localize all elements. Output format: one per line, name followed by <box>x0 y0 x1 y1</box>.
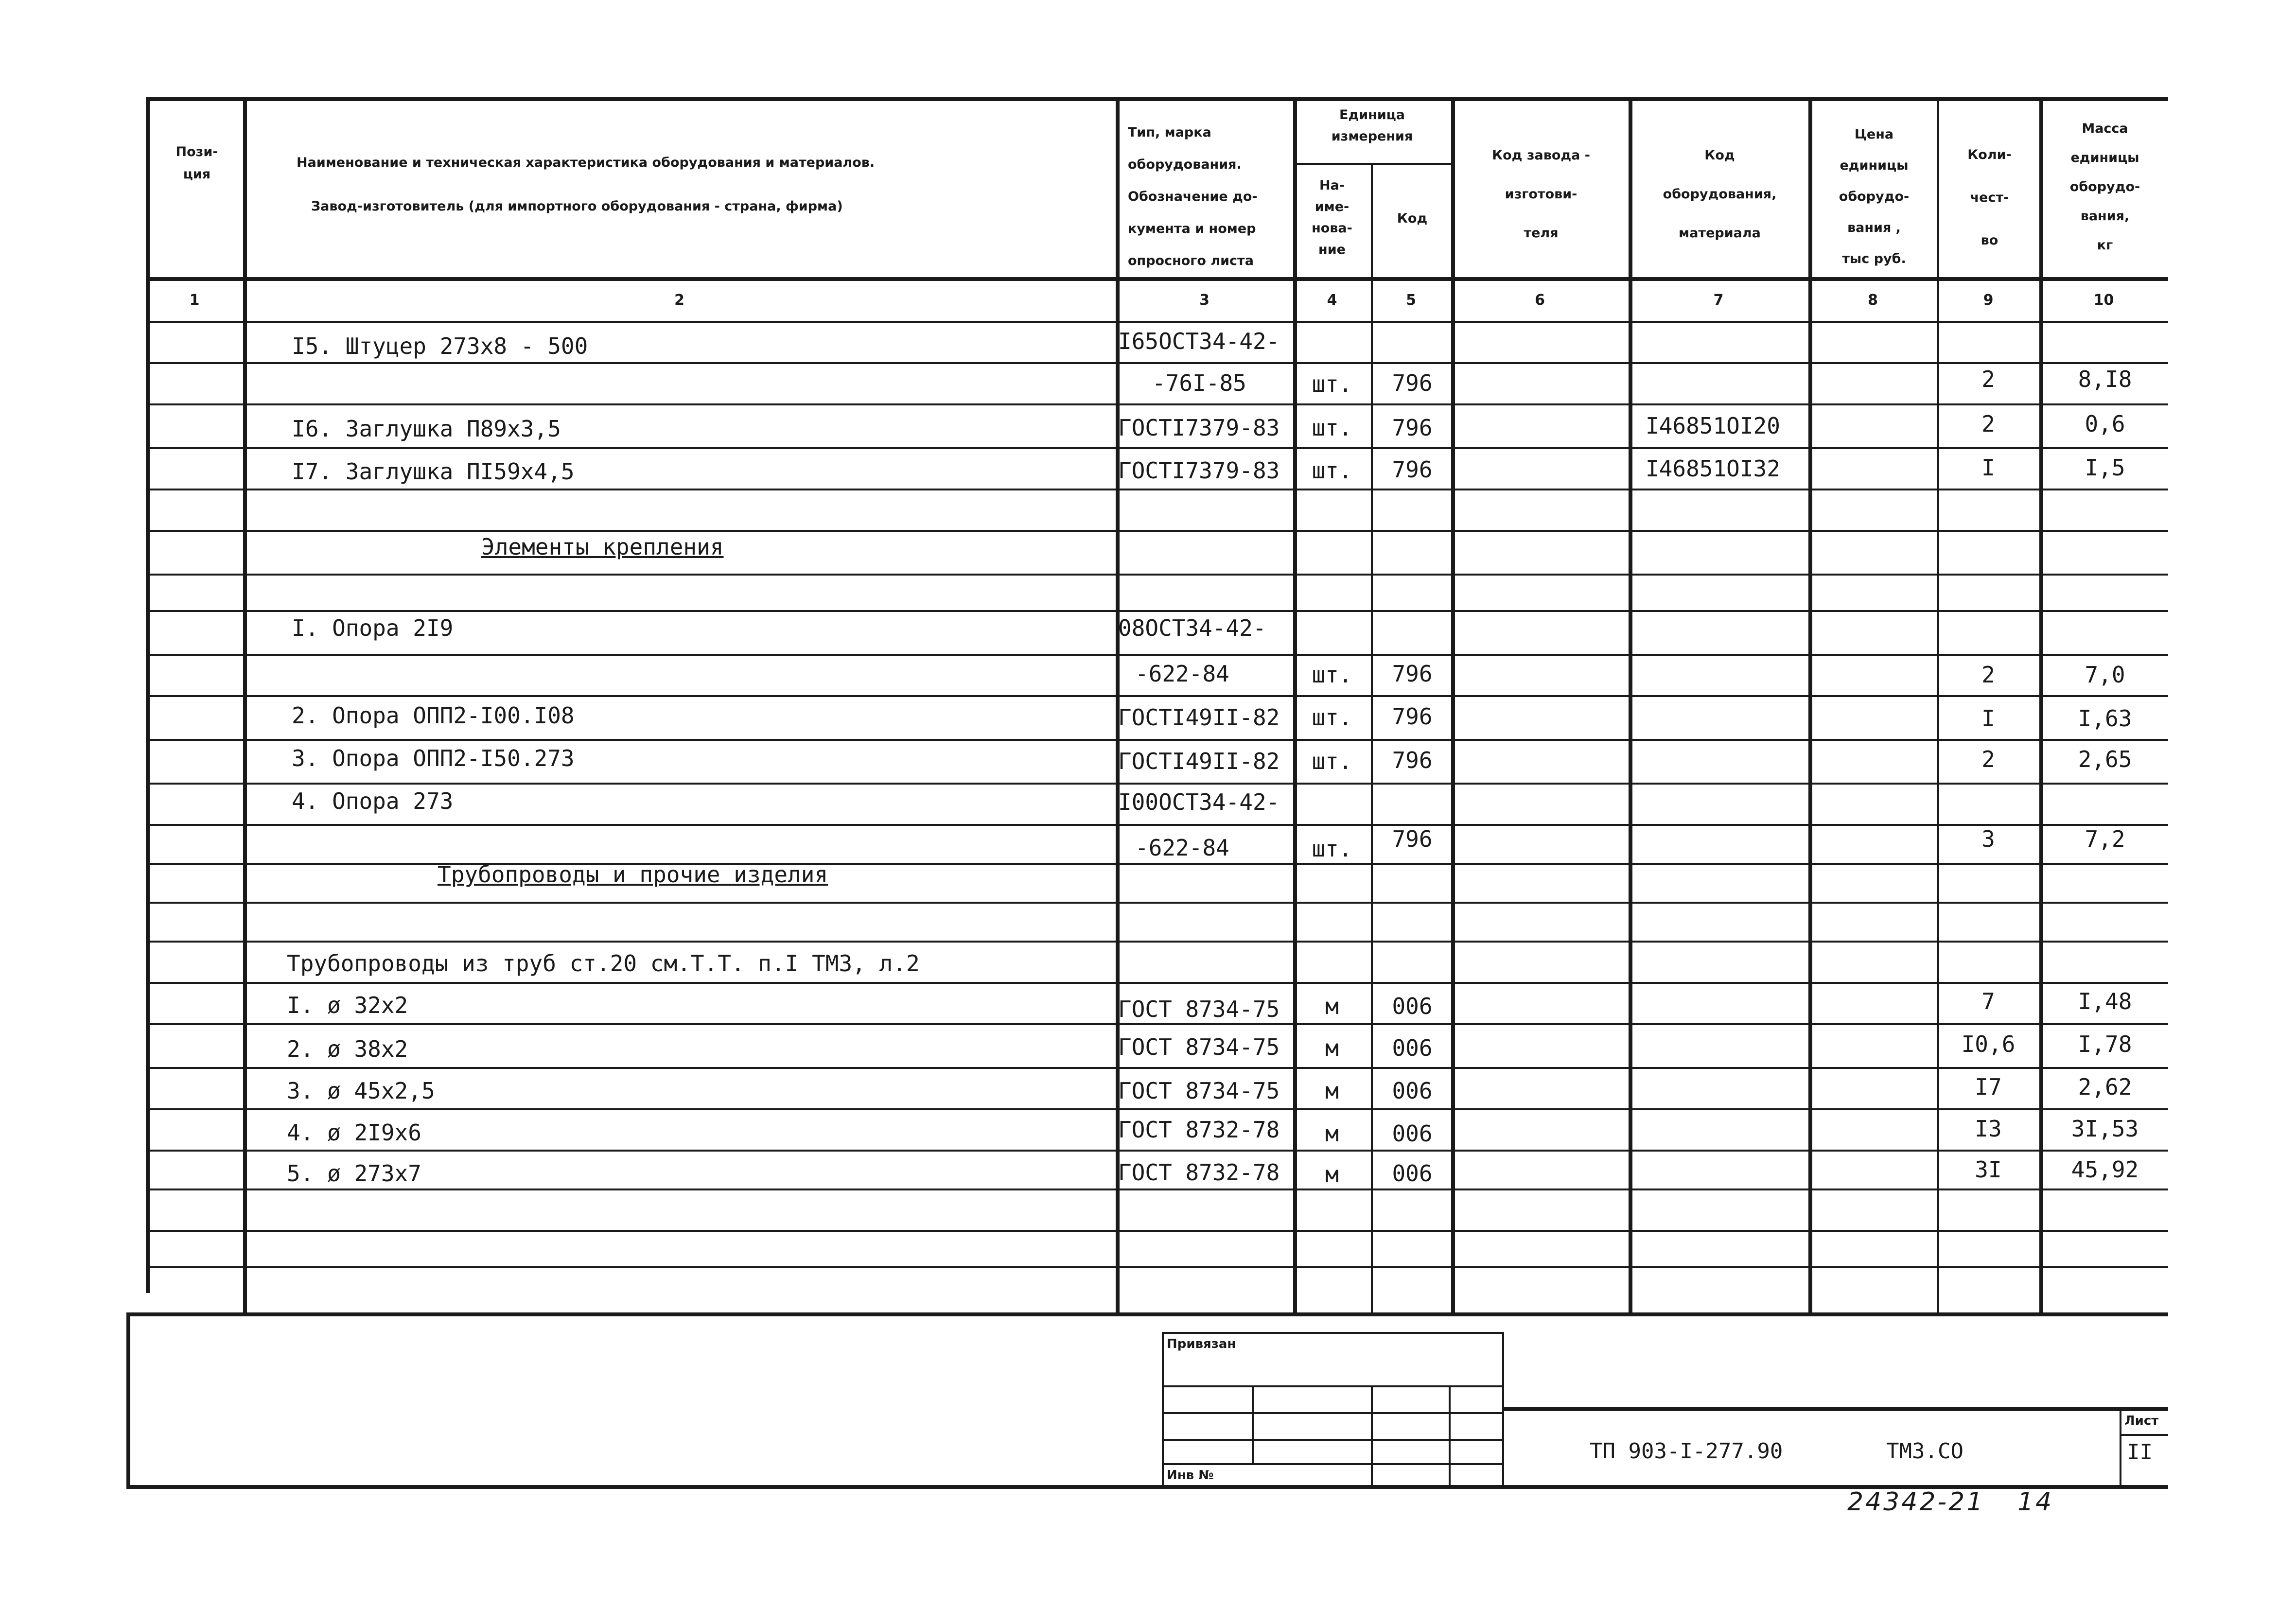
item-qty: 7 <box>1981 988 1995 1014</box>
item-qty: 2 <box>1981 411 1995 437</box>
bound-box-row <box>1162 1439 1502 1441</box>
item-name: 4. ø 2I9х6 <box>287 1119 421 1146</box>
row-line <box>146 739 2168 741</box>
item-unit: шт. <box>1312 836 1352 862</box>
item-name: 3. Опора ОПП2-I50.273 <box>292 745 575 771</box>
header-col8: Цена единицы оборудо- вания , тыс руб. <box>1839 127 1910 266</box>
sheet-box-divider <box>2120 1434 2168 1436</box>
bound-box-row <box>1162 1412 1502 1414</box>
header-col6: Код завода - изготови- теля <box>1492 148 1590 241</box>
item-qty: I <box>1981 454 1995 481</box>
item-name: I. Опора 2I9 <box>292 615 454 641</box>
bound-box-row <box>1162 1385 1502 1387</box>
bound-label: Привязан <box>1167 1337 1236 1351</box>
column-number: 8 <box>1868 292 1878 309</box>
row-line <box>146 362 2168 364</box>
row-line <box>146 1266 2168 1268</box>
item-mass: 0,6 <box>2085 411 2125 437</box>
frame-top <box>146 97 2168 101</box>
item-doc: ГОСТ 8732-78 <box>1118 1159 1280 1186</box>
item-material-code: I46851OI20 <box>1646 413 1780 439</box>
item-name: 3. ø 45х2,5 <box>287 1078 435 1104</box>
row-line <box>146 1230 2168 1232</box>
stamp-frame-top <box>126 1312 2168 1316</box>
row-line <box>146 824 2168 826</box>
column-number: 9 <box>1983 292 1994 309</box>
item-qty: 3I <box>1975 1156 2002 1183</box>
header-col7: Код оборудования, материала <box>1663 148 1777 241</box>
item-doc: I00ОСТ34-42- <box>1118 789 1280 815</box>
colnum-bottom <box>146 321 2168 323</box>
item-unit: м <box>1325 993 1339 1019</box>
item-code: 796 <box>1392 370 1433 396</box>
item-doc: ГОСТI7379-83 <box>1118 415 1280 441</box>
item-doc: I65ОСТ34-42- <box>1118 328 1280 354</box>
item-mass: I,63 <box>2078 705 2132 732</box>
item-code: 006 <box>1392 993 1433 1019</box>
row-line <box>146 574 2168 576</box>
item-unit: шт. <box>1312 748 1352 774</box>
column-number: 1 <box>189 292 200 309</box>
row-line <box>146 982 2168 984</box>
item-doc: -622-84 <box>1135 661 1229 687</box>
row-line <box>146 1108 2168 1110</box>
bound-box-col <box>1252 1385 1254 1463</box>
sheet-label: Лист <box>2124 1414 2159 1428</box>
header-col10: Масса единицы оборудо- вания, кг <box>2069 121 2140 253</box>
item-code: 796 <box>1392 703 1433 730</box>
item-qty: I3 <box>1975 1116 2002 1142</box>
item-mass: 7,2 <box>2085 826 2125 852</box>
row-line <box>146 654 2168 656</box>
col-sep-5-6 <box>1451 97 1455 1312</box>
item-unit: м <box>1325 1078 1339 1104</box>
column-number: 3 <box>1199 292 1209 309</box>
row-line <box>146 489 2168 490</box>
row-line <box>146 1150 2168 1152</box>
item-material-code: I46851OI32 <box>1646 455 1780 482</box>
designation-top <box>1502 1407 2168 1411</box>
item-unit: м <box>1325 1120 1339 1147</box>
item-qty: I7 <box>1975 1074 2002 1100</box>
item-code: 006 <box>1392 1078 1433 1104</box>
item-mass: 3I,53 <box>2071 1116 2139 1142</box>
stamp-frame-left <box>126 1312 130 1487</box>
item-doc: ГОСТ 8734-75 <box>1118 996 1280 1022</box>
item-mass: 7,0 <box>2085 662 2125 688</box>
header-bottom <box>146 277 2168 281</box>
item-qty: 3 <box>1981 826 1995 852</box>
row-line <box>146 941 2168 943</box>
column-number: 5 <box>1406 292 1416 309</box>
unit-group-divider <box>1293 163 1451 165</box>
item-doc: ГОСТ 8734-75 <box>1118 1078 1280 1104</box>
column-number: 2 <box>674 292 684 309</box>
item-name: I7. Заглушка ПI59х4,5 <box>292 458 575 485</box>
document-number: ТП 903-I-277.90 <box>1590 1439 1783 1464</box>
header-col1: Пози- ция <box>175 144 218 182</box>
sheet-number: II <box>2127 1440 2153 1465</box>
row-line <box>146 1189 2168 1190</box>
item-mass: I,78 <box>2078 1031 2132 1057</box>
bound-box-top <box>1162 1332 1502 1334</box>
item-doc: ГОСТ 8734-75 <box>1118 1034 1280 1060</box>
archive-page: 14 <box>2017 1487 2054 1517</box>
bound-box-col <box>1449 1385 1451 1485</box>
item-doc: 08ОСТ34-42- <box>1118 615 1266 641</box>
section-heading: Трубопроводы и прочие изделия <box>438 861 828 888</box>
item-name: I. ø 32х2 <box>287 992 408 1018</box>
bound-box-col <box>1371 1385 1373 1485</box>
item-code: 796 <box>1392 415 1433 441</box>
row-line <box>146 403 2168 405</box>
item-mass: I,48 <box>2078 988 2132 1014</box>
item-name: 2. Опора ОПП2-I00.I08 <box>292 702 575 729</box>
item-unit: шт. <box>1312 371 1352 397</box>
item-name: Трубопроводы из труб ст.20 см.Т.Т. п.I ТМЗ, л.2 <box>287 950 920 977</box>
item-name: I6. Заглушка П89х3,5 <box>292 416 561 442</box>
item-mass: 2,65 <box>2078 746 2132 772</box>
item-unit: шт. <box>1312 704 1352 731</box>
item-unit: м <box>1325 1035 1339 1061</box>
item-name: 4. Опора 273 <box>292 788 454 814</box>
item-unit: шт. <box>1312 662 1352 688</box>
column-number: 4 <box>1327 292 1337 309</box>
column-number: 7 <box>1713 292 1724 309</box>
header-col2: Наименование и техническая характеристика оборудования и материалов. Завод-изготовитель (для импортного оборудования - страна, фирма) <box>297 155 875 214</box>
header-unit-group: Единица измерения <box>1331 107 1413 144</box>
bound-box-row <box>1162 1463 1502 1465</box>
header-col4: На- име- нова- ние <box>1312 178 1352 257</box>
col-sep-7-8 <box>1808 97 1812 1312</box>
item-code: 796 <box>1392 747 1433 773</box>
column-number: 6 <box>1535 292 1545 309</box>
item-code: 796 <box>1392 661 1433 687</box>
sheet-code: ТМЗ.СО <box>1886 1439 1963 1464</box>
header-col9: Коли- чест- во <box>1967 147 2012 248</box>
row-line <box>146 902 2168 904</box>
item-mass: I,5 <box>2085 454 2125 481</box>
header-col5: Код <box>1397 211 1428 226</box>
row-line <box>146 530 2168 532</box>
item-doc: -76I-85 <box>1152 370 1246 396</box>
row-line <box>146 447 2168 449</box>
item-unit: шт. <box>1312 415 1352 441</box>
item-name: 5. ø 273х7 <box>287 1160 421 1187</box>
item-code: 796 <box>1392 826 1433 852</box>
item-code: 006 <box>1392 1120 1433 1147</box>
header-col3: Тип, марка оборудования. Обозначение до- кумента и номер опросного листа <box>1128 125 1258 268</box>
archive-number: 24342-21 <box>1847 1487 1985 1517</box>
item-doc: ГОСТI49II-82 <box>1118 704 1280 731</box>
item-doc: ГОСТI49II-82 <box>1118 748 1280 774</box>
item-doc: ГОСТI7379-83 <box>1118 457 1280 484</box>
item-doc: -622-84 <box>1135 835 1229 861</box>
row-line <box>146 695 2168 697</box>
col-sep-4-5 <box>1371 163 1373 1312</box>
item-name: I5. Штуцер 273х8 - 500 <box>292 333 588 359</box>
item-qty: I <box>1981 705 1995 732</box>
item-qty: 2 <box>1981 366 1995 392</box>
row-line <box>146 783 2168 785</box>
item-name: 2. ø 38х2 <box>287 1036 408 1062</box>
item-code: 006 <box>1392 1035 1433 1061</box>
sheet-box-left <box>2120 1407 2121 1485</box>
item-qty: 2 <box>1981 662 1995 688</box>
col-sep-6-7 <box>1629 97 1632 1312</box>
item-mass: 2,62 <box>2078 1074 2132 1100</box>
inventory-label: Инв № <box>1167 1468 1214 1483</box>
item-qty: 2 <box>1981 746 1995 772</box>
item-unit: шт. <box>1312 457 1352 484</box>
item-code: 796 <box>1392 456 1433 483</box>
item-doc: ГОСТ 8732-78 <box>1118 1117 1280 1143</box>
item-code: 006 <box>1392 1160 1433 1187</box>
bound-box-left <box>1162 1332 1164 1485</box>
item-unit: м <box>1325 1161 1339 1188</box>
column-number: 10 <box>2093 292 2114 309</box>
section-heading: Элементы крепления <box>481 534 724 560</box>
item-mass: 45,92 <box>2071 1156 2139 1183</box>
item-mass: 8,I8 <box>2078 366 2132 392</box>
row-line <box>146 610 2168 612</box>
row-line <box>146 1067 2168 1069</box>
col-sep-8-9 <box>1937 97 1939 1312</box>
item-qty: I0,6 <box>1961 1031 2016 1057</box>
